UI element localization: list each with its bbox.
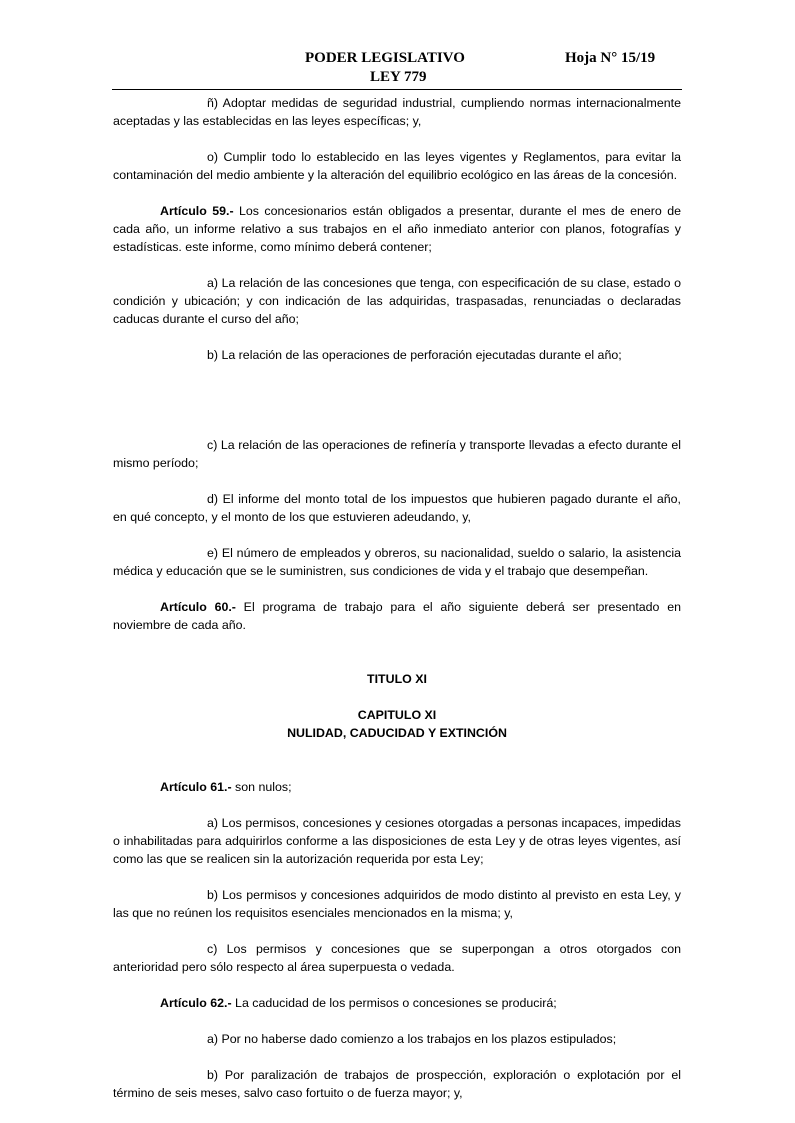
header-page-number: Hoja N° 15/19 (565, 50, 656, 66)
spacer (113, 652, 681, 670)
spacer (113, 418, 681, 436)
article-59-item-c: c) La relación de las operaciones de refinería y transporte llevadas a efecto durante el mismo período; (113, 438, 681, 470)
chapter-heading: CAPITULO XI (357, 708, 437, 722)
article-61-item-a: a) Los permisos, concesiones y cesiones otorgadas a personas incapaces, impedidas o inhabilitadas para adquirirlos conforme a las disposiciones de esta Ley y de otras leyes vigentes, así como las que se realicen sin la autorización requerida por esta Ley; (113, 816, 681, 866)
spacer (113, 760, 681, 778)
article-60-label: Artículo 60.- (160, 600, 236, 614)
paragraph-n-tilde: ñ) Adoptar medidas de seguridad industrial, cumpliendo normas internacionalmente aceptadas y las establecidas en las leyes específicas; y, (113, 96, 681, 128)
article-59-label: Artículo 59.- (160, 204, 234, 218)
article-61-item-b: b) Los permisos y concesiones adquiridos de modo distinto al previsto en esta Ley, y las que no reúnen los requisitos esenciales mencionados en la misma; y, (113, 888, 681, 920)
article-59-item-a: a) La relación de las concesiones que tenga, con especificación de su clase, estado o condición y ubicación; y con indicación de las adquiridas, traspasadas, renunciadas o declaradas caducas durante el curso del año; (113, 276, 681, 326)
article-62-item-a: a) Por no haberse dado comienzo a los trabajos en los plazos estipulados; (207, 1032, 617, 1046)
article-61-label: Artículo 61.- (160, 780, 232, 794)
article-62-text: La caducidad de los permisos o concesiones se producirá; (231, 996, 557, 1010)
article-59-item-b: b) La relación de las operaciones de perforación ejecutadas durante el año; (207, 348, 622, 362)
header-law-number: LEY 779 (370, 69, 427, 85)
article-60 (113, 598, 681, 634)
article-62-item-b: b) Por paralización de trabajos de prospección, exploración o explotación por el término de seis meses, salvo caso fortuito o de fuerza mayor; y, (113, 1068, 681, 1100)
chapter-name: NULIDAD, CADUCIDAD Y EXTINCIÓN (287, 726, 507, 740)
article-59-text: Los concesionarios están obligados a presentar, durante el mes de enero de cada año, un informe relativo a sus trabajos en el año inmediato anterior con planos, fotografías y estadísticas. este informe, como mínimo deberá contener; (113, 204, 681, 254)
article-59-item-e: e) El número de empleados y obreros, su nacionalidad, sueldo o salario, la asistencia médica y educación que se le suministren, sus condiciones de vida y el trabajo que desempeñan. (113, 546, 681, 578)
article-61-text: son nulos; (231, 780, 292, 794)
article-60-text: El programa de trabajo para el año siguiente deberá ser presentado en noviembre de cada año. (113, 600, 681, 632)
document-body (113, 94, 681, 1120)
article-61 (113, 778, 681, 796)
article-62-label: Artículo 62.- (160, 996, 232, 1010)
header-divider (112, 89, 682, 90)
title-heading: TITULO XI (367, 672, 427, 686)
article-59 (113, 202, 681, 256)
spacer (113, 382, 681, 400)
article-62 (113, 994, 681, 1012)
paragraph-o: o) Cumplir todo lo establecido en las leyes vigentes y Reglamentos, para evitar la contaminación del medio ambiente y la alteración del equilibrio ecológico en las áreas de la concesión. (113, 150, 681, 182)
article-61-item-c: c) Los permisos y concesiones que se superpongan a otros otorgados con anterioridad pero sólo respecto al área superpuesta o vedada. (113, 942, 681, 974)
article-59-item-d: d) El informe del monto total de los impuestos que hubieren pagado durante el año, en qué concepto, y el monto de los que estuvieren adeudando, y, (113, 492, 681, 524)
spacer (113, 400, 681, 418)
header-title: PODER LEGISLATIVO (305, 50, 465, 66)
